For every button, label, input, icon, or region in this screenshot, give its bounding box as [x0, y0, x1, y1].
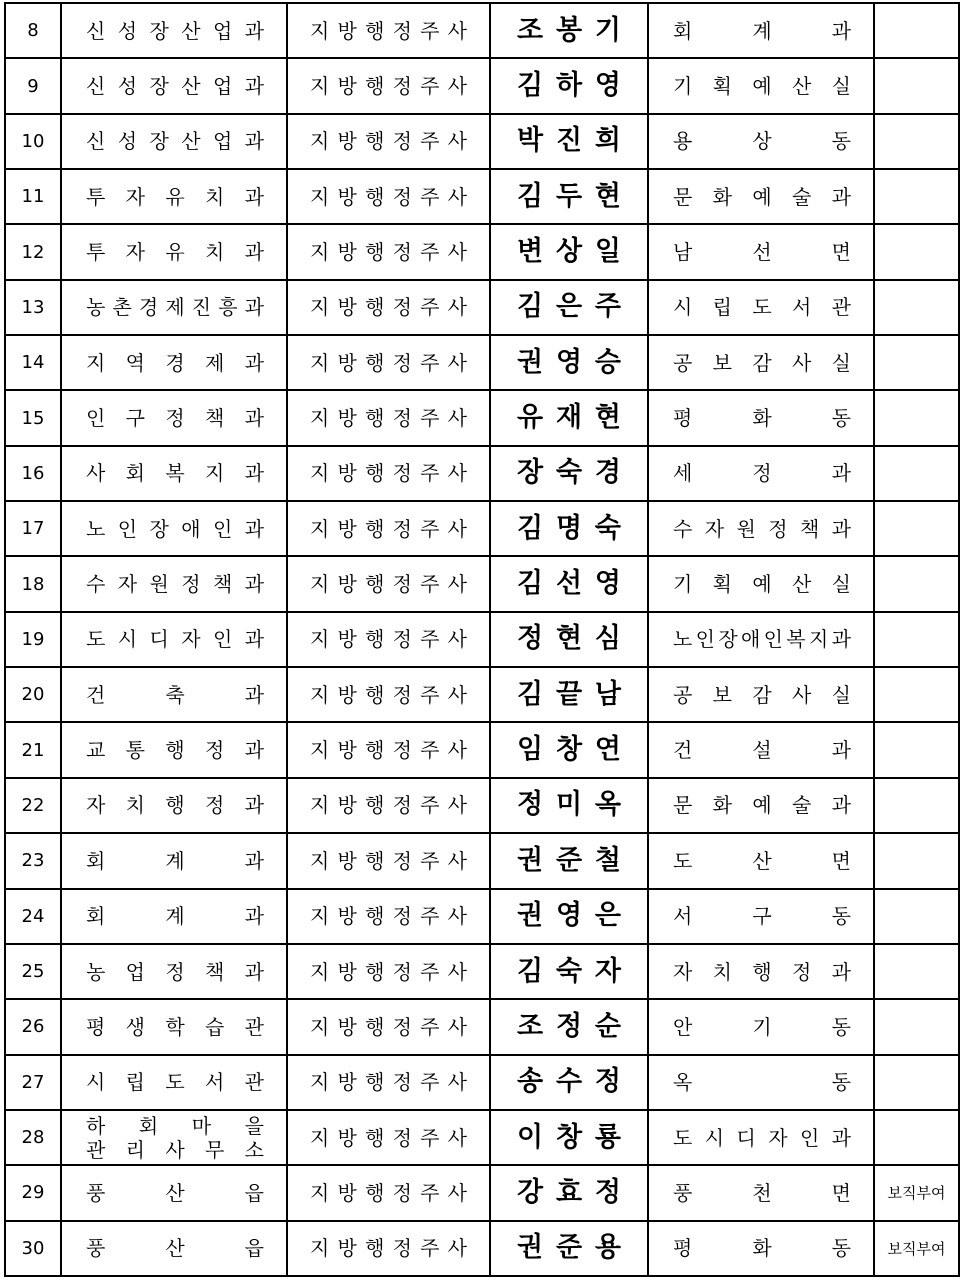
new-department [648, 778, 874, 833]
current-department [61, 390, 287, 445]
remark [874, 390, 959, 445]
table-row [5, 722, 959, 777]
new-department [648, 944, 874, 999]
row-number: 27 [5, 1055, 61, 1110]
employee-name [490, 390, 648, 445]
spaced-text: 지 방 행 정 주 사 [310, 461, 467, 486]
spaced-text: 회 계 과 [86, 848, 264, 873]
job-grade [287, 556, 490, 611]
remark [874, 224, 959, 279]
spaced-text: 옥 동 [673, 1070, 851, 1095]
row-number: 13 [5, 280, 61, 335]
spaced-text: 지 방 행 정 주 사 [310, 848, 467, 873]
spaced-text: 신 성 장 산 업 과 [86, 74, 264, 99]
current-department [61, 667, 287, 722]
spaced-text: 변 상 일 [517, 236, 621, 268]
spaced-text: 이 창 룡 [517, 1121, 621, 1153]
job-grade [287, 501, 490, 556]
personnel-table [4, 2, 960, 1277]
spaced-text: 시 립 도 서 관 [86, 1070, 264, 1095]
remark [874, 58, 959, 113]
spaced-text: 교 통 행 정 과 [86, 738, 264, 763]
current-department [61, 501, 287, 556]
table-row [5, 3, 959, 58]
spaced-text: 권 영 은 [517, 900, 621, 932]
job-grade [287, 1055, 490, 1110]
new-department [648, 1055, 874, 1110]
spaced-text: 지 방 행 정 주 사 [310, 572, 467, 597]
table-row [5, 390, 959, 445]
spaced-text: 노 인 장 애 인 복 지 과 [673, 627, 851, 652]
current-department [61, 1110, 287, 1165]
table-row [5, 1165, 959, 1220]
current-department [61, 944, 287, 999]
employee-name [490, 224, 648, 279]
spaced-text: 지 방 행 정 주 사 [310, 516, 467, 541]
spaced-text: 안 기 동 [673, 1014, 851, 1039]
remark [874, 335, 959, 390]
spaced-text: 도 시 디 자 인 과 [86, 627, 264, 652]
new-department [648, 1110, 874, 1165]
job-grade [287, 1165, 490, 1220]
current-department [61, 1221, 287, 1276]
table-row [5, 169, 959, 224]
spaced-text: 김 끝 남 [517, 678, 621, 710]
current-department [61, 280, 287, 335]
employee-name [490, 612, 648, 667]
job-grade [287, 944, 490, 999]
current-department [61, 999, 287, 1054]
current-department [61, 722, 287, 777]
spaced-text: 정 현 심 [517, 623, 621, 655]
table-row [5, 446, 959, 501]
row-number: 28 [5, 1110, 61, 1165]
spaced-text: 김 선 영 [517, 568, 621, 600]
row-number: 12 [5, 224, 61, 279]
spaced-text: 강 효 정 [517, 1176, 621, 1208]
row-number: 18 [5, 556, 61, 611]
current-department [61, 335, 287, 390]
remark [874, 612, 959, 667]
remark: 보직부여 [874, 1165, 959, 1220]
spaced-text: 공 보 감 사 실 [673, 350, 851, 375]
new-department [648, 446, 874, 501]
spaced-text: 농 업 정 책 과 [86, 959, 264, 984]
spaced-text: 신 성 장 산 업 과 [86, 18, 264, 43]
new-department [648, 556, 874, 611]
table-row [5, 556, 959, 611]
spaced-text: 지 방 행 정 주 사 [310, 406, 467, 431]
new-department [648, 1221, 874, 1276]
row-number: 8 [5, 3, 61, 58]
current-department [61, 833, 287, 888]
remark [874, 889, 959, 944]
employee-name [490, 58, 648, 113]
row-number: 10 [5, 114, 61, 169]
spaced-text: 도 산 면 [673, 848, 851, 873]
spaced-text: 유 재 현 [517, 402, 621, 434]
spaced-text: 노 인 장 애 인 과 [86, 516, 264, 541]
spaced-text: 지 방 행 정 주 사 [310, 793, 467, 818]
new-department [648, 999, 874, 1054]
job-grade [287, 280, 490, 335]
current-department [61, 889, 287, 944]
spaced-text: 풍 천 면 [673, 1180, 851, 1205]
spaced-text: 김 은 주 [517, 291, 621, 323]
row-number: 19 [5, 612, 61, 667]
spaced-text: 지 방 행 정 주 사 [310, 682, 467, 707]
job-grade [287, 1110, 490, 1165]
remark [874, 114, 959, 169]
spaced-text: 평 화 동 [673, 406, 851, 431]
spaced-text: 지 방 행 정 주 사 [310, 959, 467, 984]
row-number: 21 [5, 722, 61, 777]
table-row [5, 612, 959, 667]
remark [874, 1055, 959, 1110]
spaced-text: 신 성 장 산 업 과 [86, 129, 264, 154]
remark [874, 778, 959, 833]
job-grade [287, 1221, 490, 1276]
table-row [5, 944, 959, 999]
current-department [61, 224, 287, 279]
current-department [61, 556, 287, 611]
remark [874, 722, 959, 777]
row-number: 22 [5, 778, 61, 833]
spaced-text: 지 방 행 정 주 사 [310, 18, 467, 43]
spaced-text: 자 치 행 정 과 [673, 959, 851, 984]
current-department [61, 169, 287, 224]
spaced-text: 평 생 학 습 관 [86, 1014, 264, 1039]
job-grade [287, 114, 490, 169]
employee-name [490, 335, 648, 390]
spaced-text: 지 방 행 정 주 사 [310, 350, 467, 375]
table-row [5, 1110, 959, 1165]
row-number: 9 [5, 58, 61, 113]
remark [874, 999, 959, 1054]
row-number: 11 [5, 169, 61, 224]
job-grade [287, 169, 490, 224]
spaced-text: 공 보 감 사 실 [673, 682, 851, 707]
employee-name [490, 1221, 648, 1276]
spaced-text-line: 관 리 사 무 소 [86, 1137, 264, 1162]
table-row [5, 1221, 959, 1276]
row-number: 23 [5, 833, 61, 888]
table-row [5, 1055, 959, 1110]
spaced-text: 회 계 과 [86, 904, 264, 929]
spaced-text: 김 두 현 [517, 180, 621, 212]
job-grade [287, 446, 490, 501]
spaced-text: 권 준 용 [517, 1232, 621, 1264]
spaced-text: 용 상 동 [673, 129, 851, 154]
new-department [648, 3, 874, 58]
spaced-text: 지 방 행 정 주 사 [310, 627, 467, 652]
employee-name [490, 556, 648, 611]
table-row [5, 280, 959, 335]
employee-name [490, 999, 648, 1054]
remark [874, 944, 959, 999]
job-grade [287, 224, 490, 279]
spaced-text: 지 방 행 정 주 사 [310, 184, 467, 209]
spaced-text: 세 정 과 [673, 461, 851, 486]
job-grade [287, 667, 490, 722]
remark: 보직부여 [874, 1221, 959, 1276]
remark [874, 1110, 959, 1165]
spaced-text: 문 화 예 술 과 [673, 793, 851, 818]
new-department [648, 114, 874, 169]
spaced-text: 지 방 행 정 주 사 [310, 240, 467, 265]
new-department [648, 501, 874, 556]
employee-name [490, 1055, 648, 1110]
spaced-text: 지 방 행 정 주 사 [310, 1236, 467, 1261]
spaced-text: 지 방 행 정 주 사 [310, 1014, 467, 1039]
spaced-text: 지 방 행 정 주 사 [310, 1125, 467, 1150]
remark [874, 446, 959, 501]
table-row [5, 224, 959, 279]
current-department [61, 446, 287, 501]
spaced-text: 평 화 동 [673, 1236, 851, 1261]
spaced-text: 송 수 정 [517, 1066, 621, 1098]
current-department-two-line [62, 1115, 286, 1161]
spaced-text-line: 하 회 마 을 [86, 1113, 264, 1138]
remark [874, 833, 959, 888]
new-department [648, 169, 874, 224]
personnel-table-body [5, 3, 959, 1276]
current-department [61, 58, 287, 113]
job-grade [287, 390, 490, 445]
remark [874, 501, 959, 556]
employee-name [490, 114, 648, 169]
new-department [648, 889, 874, 944]
employee-name [490, 280, 648, 335]
table-row [5, 58, 959, 113]
remark [874, 280, 959, 335]
new-department [648, 1165, 874, 1220]
job-grade [287, 833, 490, 888]
spaced-text: 지 방 행 정 주 사 [310, 129, 467, 154]
current-department [61, 778, 287, 833]
current-department [61, 1055, 287, 1110]
job-grade [287, 722, 490, 777]
new-department [648, 390, 874, 445]
job-grade [287, 889, 490, 944]
employee-name [490, 169, 648, 224]
spaced-text: 김 명 숙 [517, 512, 621, 544]
spaced-text: 권 준 철 [517, 844, 621, 876]
employee-name [490, 944, 648, 999]
table-row [5, 833, 959, 888]
row-number: 26 [5, 999, 61, 1054]
employee-name [490, 446, 648, 501]
spaced-text: 투 자 유 치 과 [86, 240, 264, 265]
remark [874, 3, 959, 58]
new-department [648, 722, 874, 777]
new-department [648, 612, 874, 667]
spaced-text: 기 획 예 산 실 [673, 74, 851, 99]
employee-name [490, 778, 648, 833]
new-department [648, 58, 874, 113]
spaced-text: 권 영 승 [517, 346, 621, 378]
new-department [648, 335, 874, 390]
table-row [5, 667, 959, 722]
employee-name [490, 3, 648, 58]
current-department [61, 1165, 287, 1220]
table-row [5, 999, 959, 1054]
spaced-text: 투 자 유 치 과 [86, 184, 264, 209]
job-grade [287, 3, 490, 58]
employee-name [490, 501, 648, 556]
employee-name [490, 722, 648, 777]
row-number: 17 [5, 501, 61, 556]
spaced-text: 건 설 과 [673, 738, 851, 763]
spaced-text: 임 창 연 [517, 734, 621, 766]
spaced-text: 회 계 과 [673, 18, 851, 43]
table-row [5, 335, 959, 390]
job-grade [287, 778, 490, 833]
spaced-text: 풍 산 읍 [86, 1180, 264, 1205]
spaced-text: 수 자 원 정 책 과 [86, 572, 264, 597]
row-number: 29 [5, 1165, 61, 1220]
row-number: 20 [5, 667, 61, 722]
new-department [648, 833, 874, 888]
spaced-text: 풍 산 읍 [86, 1236, 264, 1261]
spaced-text: 지 방 행 정 주 사 [310, 1180, 467, 1205]
spaced-text: 장 숙 경 [517, 457, 621, 489]
spaced-text: 시 립 도 서 관 [673, 295, 851, 320]
spaced-text: 기 획 예 산 실 [673, 572, 851, 597]
employee-name [490, 889, 648, 944]
spaced-text: 수 자 원 정 책 과 [673, 516, 851, 541]
job-grade [287, 999, 490, 1054]
spaced-text: 농 촌 경 제 진 흥 과 [86, 295, 264, 320]
spaced-text: 지 방 행 정 주 사 [310, 1070, 467, 1095]
spaced-text: 박 진 희 [517, 125, 621, 157]
spaced-text: 자 치 행 정 과 [86, 793, 264, 818]
spaced-text: 지 방 행 정 주 사 [310, 738, 467, 763]
spaced-text: 도 시 디 자 인 과 [673, 1125, 851, 1150]
row-number: 24 [5, 889, 61, 944]
row-number: 15 [5, 390, 61, 445]
remark [874, 169, 959, 224]
spaced-text: 지 역 경 제 과 [86, 350, 264, 375]
employee-name [490, 1165, 648, 1220]
spaced-text: 인 구 정 책 과 [86, 406, 264, 431]
spaced-text: 건 축 과 [86, 682, 264, 707]
spaced-text: 지 방 행 정 주 사 [310, 74, 467, 99]
spaced-text: 지 방 행 정 주 사 [310, 295, 467, 320]
spaced-text: 남 선 면 [673, 240, 851, 265]
spaced-text: 김 숙 자 [517, 955, 621, 987]
spaced-text: 김 하 영 [517, 70, 621, 102]
employee-name [490, 833, 648, 888]
new-department [648, 224, 874, 279]
row-number: 16 [5, 446, 61, 501]
remark [874, 667, 959, 722]
table-row [5, 114, 959, 169]
spaced-text: 조 정 순 [517, 1010, 621, 1042]
spaced-text: 조 봉 기 [517, 14, 621, 46]
row-number: 14 [5, 335, 61, 390]
current-department [61, 114, 287, 169]
employee-name [490, 667, 648, 722]
spaced-text: 문 화 예 술 과 [673, 184, 851, 209]
spaced-text: 정 미 옥 [517, 789, 621, 821]
new-department [648, 280, 874, 335]
job-grade [287, 335, 490, 390]
new-department [648, 667, 874, 722]
table-row [5, 778, 959, 833]
current-department [61, 3, 287, 58]
job-grade [287, 58, 490, 113]
employee-name [490, 1110, 648, 1165]
spaced-text: 사 회 복 지 과 [86, 461, 264, 486]
job-grade [287, 612, 490, 667]
remark [874, 556, 959, 611]
current-department [61, 612, 287, 667]
spaced-text: 지 방 행 정 주 사 [310, 904, 467, 929]
row-number: 30 [5, 1221, 61, 1276]
row-number: 25 [5, 944, 61, 999]
table-row [5, 501, 959, 556]
spaced-text: 서 구 동 [673, 904, 851, 929]
table-row [5, 889, 959, 944]
